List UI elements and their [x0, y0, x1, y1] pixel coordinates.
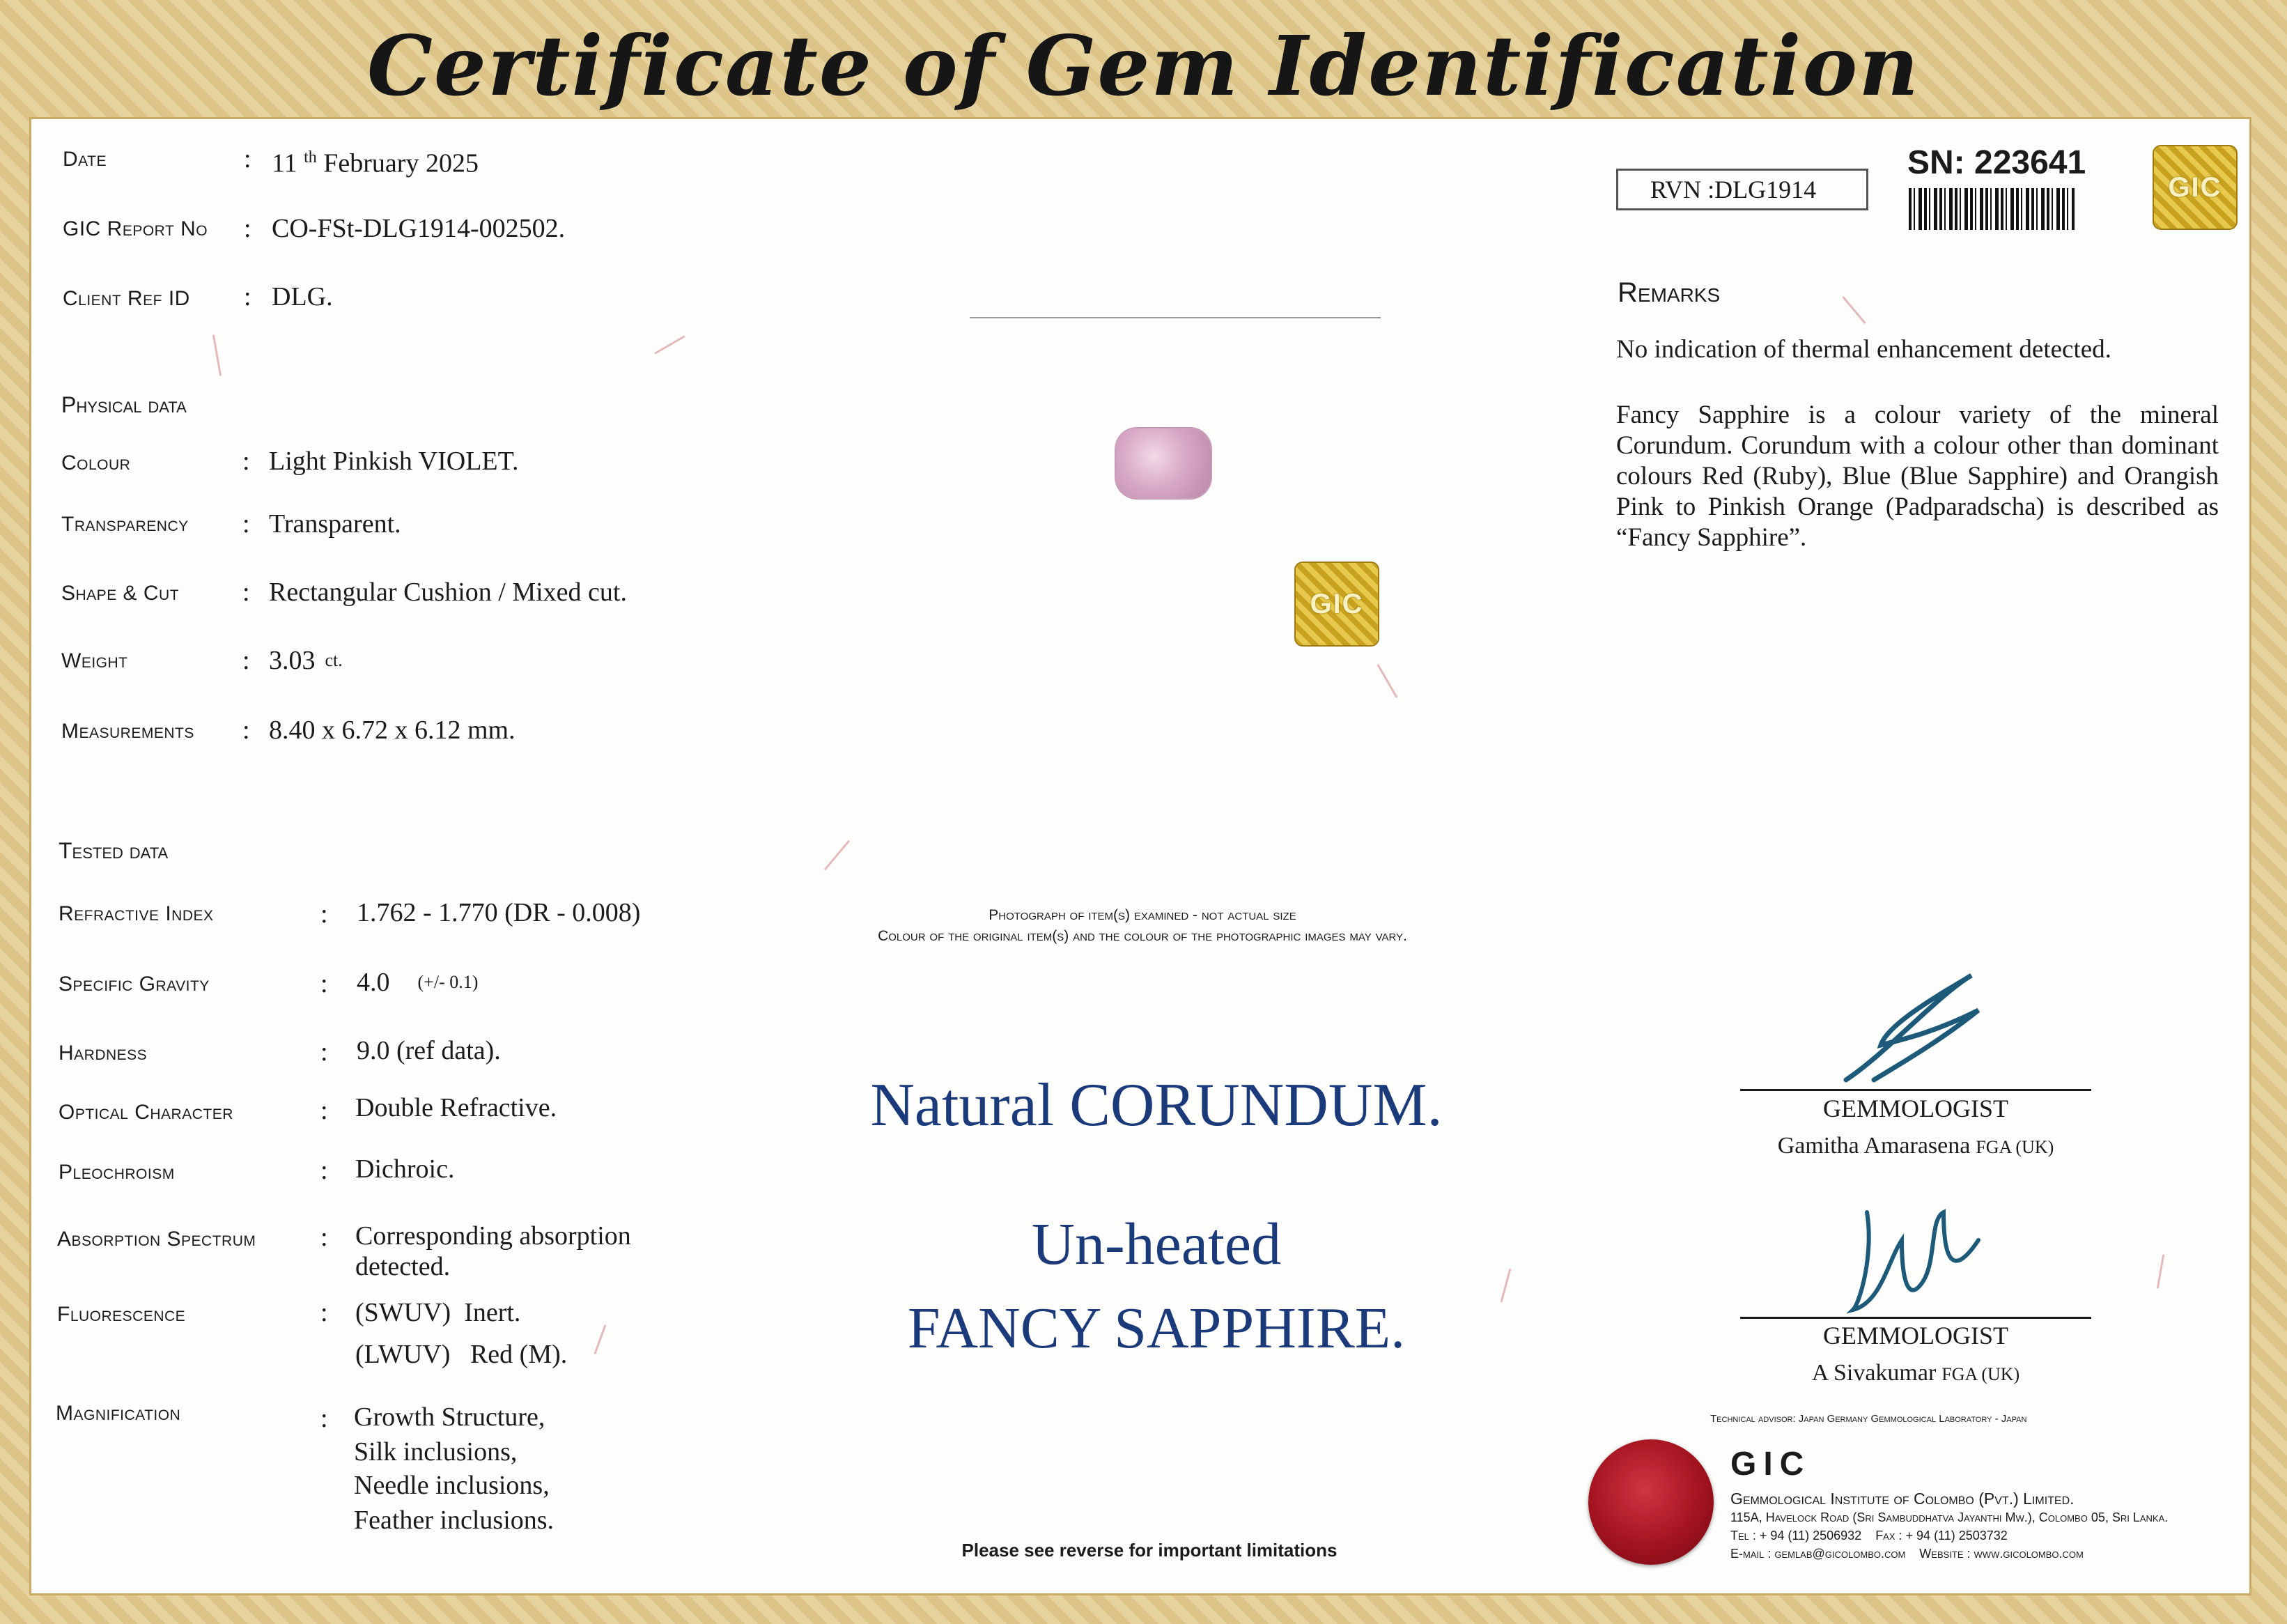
hardness-label: Hardness [59, 1042, 148, 1065]
fluorescence-colon: : [320, 1298, 328, 1327]
rvn-value: RVN :DLG1914 [1650, 176, 1817, 203]
magnification-line2: Silk inclusions, [354, 1437, 518, 1467]
pleochroism-label: Pleochroism [59, 1161, 175, 1184]
measurements-value: 8.40 x 6.72 x 6.12 mm. [269, 716, 515, 745]
tested-data-heading: Tested data [59, 838, 169, 863]
photo-top-rule [970, 317, 1381, 318]
shape-cut-label: Shape & Cut [61, 582, 180, 605]
refractive-index-value: 1.762 - 1.770 (DR - 0.008) [357, 898, 641, 927]
photo-caption-1: Photograph of item(s) examined - not actual size [989, 907, 1296, 923]
fluorescence-lwuv: (LWUV) Red (M). [355, 1340, 568, 1369]
institute-address: 115A, Havelock Road (Sri Sambuddhatva Jayanthi Mw.), Colombo 05, Sri Lanka. [1730, 1510, 2169, 1524]
serial-number: SN: 223641 [1907, 144, 2086, 181]
report-no-colon: : [244, 214, 251, 243]
treatment-conclusion: Un-heated [1031, 1210, 1282, 1277]
gemmologist-2-signature-line [1740, 1317, 2091, 1319]
specific-gravity-value: 4.0 $^{(+/- 0.1)}$ [357, 968, 479, 997]
client-ref-label: Client Ref ID [63, 287, 190, 310]
physical-data-heading: Physical data [61, 392, 187, 417]
photo-caption-2: Colour of the original item(s) and the colour of the photographic images may vary. [878, 928, 1407, 944]
weight-label: Weight [61, 649, 128, 672]
pleochroism-colon: : [320, 1156, 328, 1185]
institute-contact: E-mail : gemlab@gicolombo.com Website : www.gicolombo.com [1730, 1547, 2084, 1561]
magnification-line1: Growth Structure, [354, 1402, 545, 1432]
weight-colon: : [242, 646, 250, 675]
refractive-index-label: Refractive Index [59, 902, 214, 925]
gem-photo [1116, 428, 1211, 498]
rvn-box [1616, 169, 1868, 210]
weight-value: 3.03 $^{ct.}$ [269, 646, 343, 675]
technical-advisor: Technical advisor: Japan Germany Gemmological Laboratory - Japan [1710, 1413, 2027, 1425]
hardness-value: 9.0 (ref data). [357, 1036, 501, 1065]
magnification-label: Magnification [56, 1402, 181, 1425]
colour-colon: : [242, 447, 250, 476]
optical-character-label: Optical Character [59, 1101, 233, 1124]
specific-gravity-colon: : [320, 969, 328, 998]
institute-abbr: GIC [1730, 1446, 1811, 1483]
variety-conclusion: FANCY SAPPHIRE. [907, 1296, 1406, 1361]
hardness-colon: : [320, 1037, 328, 1067]
date-value: 11 $^{th}$ February 2025 [272, 148, 479, 178]
magnification-colon: : [320, 1404, 328, 1433]
measurements-colon: : [242, 716, 250, 745]
gemmologist-2-name: A Sivakumar FGA (UK) [1811, 1360, 2020, 1386]
specific-gravity-label: Specific Gravity [59, 973, 210, 996]
hologram-seal: GIC [2154, 146, 2236, 229]
serial-barcode [1909, 188, 2075, 230]
wax-seal [1588, 1439, 1714, 1565]
report-no-label: GIC Report No [63, 217, 208, 240]
remarks-paragraph-1: No indication of thermal enhancement detected. [1616, 335, 2111, 364]
optical-character-colon: : [320, 1096, 328, 1125]
absorption-spectrum-line2: detected. [355, 1252, 451, 1281]
transparency-value: Transparent. [269, 509, 401, 539]
gemmologist-1-signature-line [1740, 1089, 2091, 1091]
measurements-label: Measurements [61, 720, 194, 743]
absorption-spectrum-label: Absorption Spectrum [57, 1228, 256, 1251]
shape-cut-colon: : [242, 578, 250, 607]
client-ref-colon: : [244, 282, 251, 311]
colour-value: Light Pinkish VIOLET. [269, 447, 519, 476]
fluorescence-swuv: (SWUV) Inert. [355, 1298, 521, 1327]
remarks-heading: Remarks [1618, 277, 1721, 308]
certificate-title: Certificate of Gem Identification [366, 17, 1920, 114]
refractive-index-colon: : [320, 899, 328, 929]
gemmologist-2-signature [1839, 1198, 1992, 1324]
colour-label: Colour [61, 451, 131, 474]
limitations-note: Please see reverse for important limitations [961, 1540, 1338, 1561]
date-colon: : [244, 144, 251, 173]
absorption-spectrum-colon: : [320, 1223, 328, 1252]
shape-cut-value: Rectangular Cushion / Mixed cut. [269, 578, 627, 607]
client-ref-value: DLG. [272, 282, 333, 311]
fluorescence-label: Fluorescence [57, 1303, 186, 1326]
pleochroism-value: Dichroic. [355, 1154, 455, 1184]
gic-photo-seal: GIC [1296, 563, 1378, 645]
institute-name: Gemmological Institute of Colombo (Pvt.) Limited. [1730, 1490, 2075, 1508]
transparency-colon: : [242, 509, 250, 539]
transparency-label: Transparency [61, 513, 189, 536]
absorption-spectrum-line1: Corresponding absorption [355, 1221, 631, 1251]
report-no-value: CO-FSt-DLG1914-002502. [272, 214, 566, 243]
date-label: Date [63, 148, 107, 171]
gemmologist-1-signature [1832, 968, 1999, 1094]
gemmologist-1-name: Gamitha Amarasena FGA (UK) [1777, 1133, 2054, 1159]
remarks-paragraph-2: Fancy Sapphire is a colour variety of the mineral Corundum. Corundum with a colour other than dominant colours Red (Ruby), Blue (Blue Sapphire) and Orangish Pink to Pinkish Orange (Padparadscha) is described as “Fancy Sapphire”. [1616, 401, 2219, 552]
institute-phone: Tel : + 94 (11) 2506932 Fax : + 94 (11) 2503732 [1730, 1529, 2008, 1542]
optical-character-value: Double Refractive. [355, 1093, 557, 1122]
gemmologist-1-title: GEMMOLOGIST [1823, 1095, 2008, 1122]
gemmologist-2-title: GEMMOLOGIST [1823, 1322, 2008, 1350]
species-conclusion: Natural CORUNDUM. [870, 1072, 1443, 1139]
magnification-line4: Feather inclusions. [354, 1506, 555, 1535]
magnification-line3: Needle inclusions, [354, 1471, 550, 1500]
